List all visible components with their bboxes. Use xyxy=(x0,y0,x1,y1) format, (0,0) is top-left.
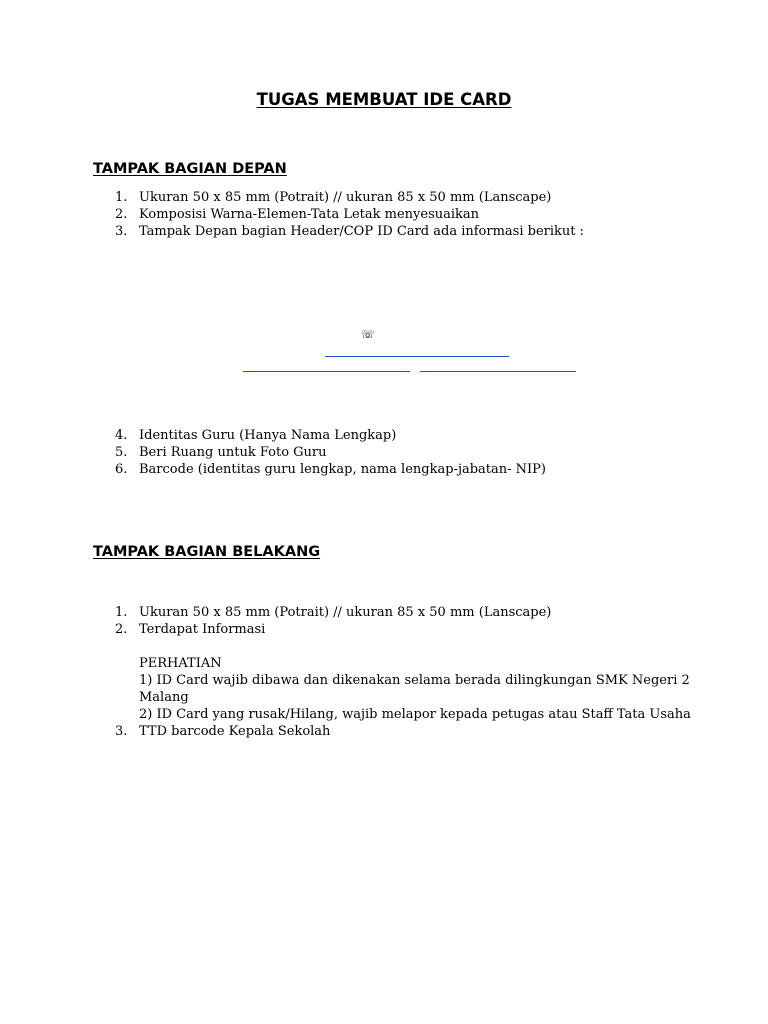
back-section-heading: TAMPAK BAGIAN BELAKANG xyxy=(93,544,321,560)
list-item-number: 1. xyxy=(115,605,128,620)
telephone-icon: ☏ xyxy=(361,328,375,341)
list-item-number: 6. xyxy=(115,462,128,477)
list-item-number: 3. xyxy=(115,724,128,739)
notice-line-2: 2) ID Card yang rusak/Hilang, wajib melapor kepada petugas atau Staff Tata Usaha xyxy=(139,707,691,722)
list-item-number: 4. xyxy=(115,428,128,443)
list-item-number: 5. xyxy=(115,445,128,460)
notice-line-1-continued: Malang xyxy=(139,690,189,705)
header-link-line xyxy=(243,371,410,372)
list-item-number: 3. xyxy=(115,224,128,239)
list-item-text: Identitas Guru (Hanya Nama Lengkap) xyxy=(139,428,397,443)
notice-title: PERHATIAN xyxy=(139,656,222,671)
list-item-text: Terdapat Informasi xyxy=(139,622,266,637)
header-link-line xyxy=(325,356,509,357)
document-title: TUGAS MEMBUAT IDE CARD xyxy=(256,90,512,109)
list-item-number: 2. xyxy=(115,622,128,637)
list-item-number: 1. xyxy=(115,190,128,205)
list-item-text: TTD barcode Kepala Sekolah xyxy=(139,724,331,739)
list-item-text: Komposisi Warna-Elemen-Tata Letak menyesuaikan xyxy=(139,207,480,222)
list-item-text: Tampak Depan bagian Header/COP ID Card ada informasi berikut : xyxy=(139,224,585,239)
list-item-text: Ukuran 50 x 85 mm (Potrait) // ukuran 85 x 50 mm (Lanscape) xyxy=(139,190,552,205)
list-item-text: Beri Ruang untuk Foto Guru xyxy=(139,445,327,460)
header-link-line xyxy=(420,371,576,372)
list-item-text: Ukuran 50 x 85 mm (Potrait) // ukuran 85 x 50 mm (Lanscape) xyxy=(139,605,552,620)
list-item-number: 2. xyxy=(115,207,128,222)
list-item-text: Barcode (identitas guru lengkap, nama lengkap-jabatan- NIP) xyxy=(139,462,546,477)
front-section-heading: TAMPAK BAGIAN DEPAN xyxy=(93,161,287,177)
notice-line-1: 1) ID Card wajib dibawa dan dikenakan selama berada dilingkungan SMK Negeri 2 xyxy=(139,673,690,688)
